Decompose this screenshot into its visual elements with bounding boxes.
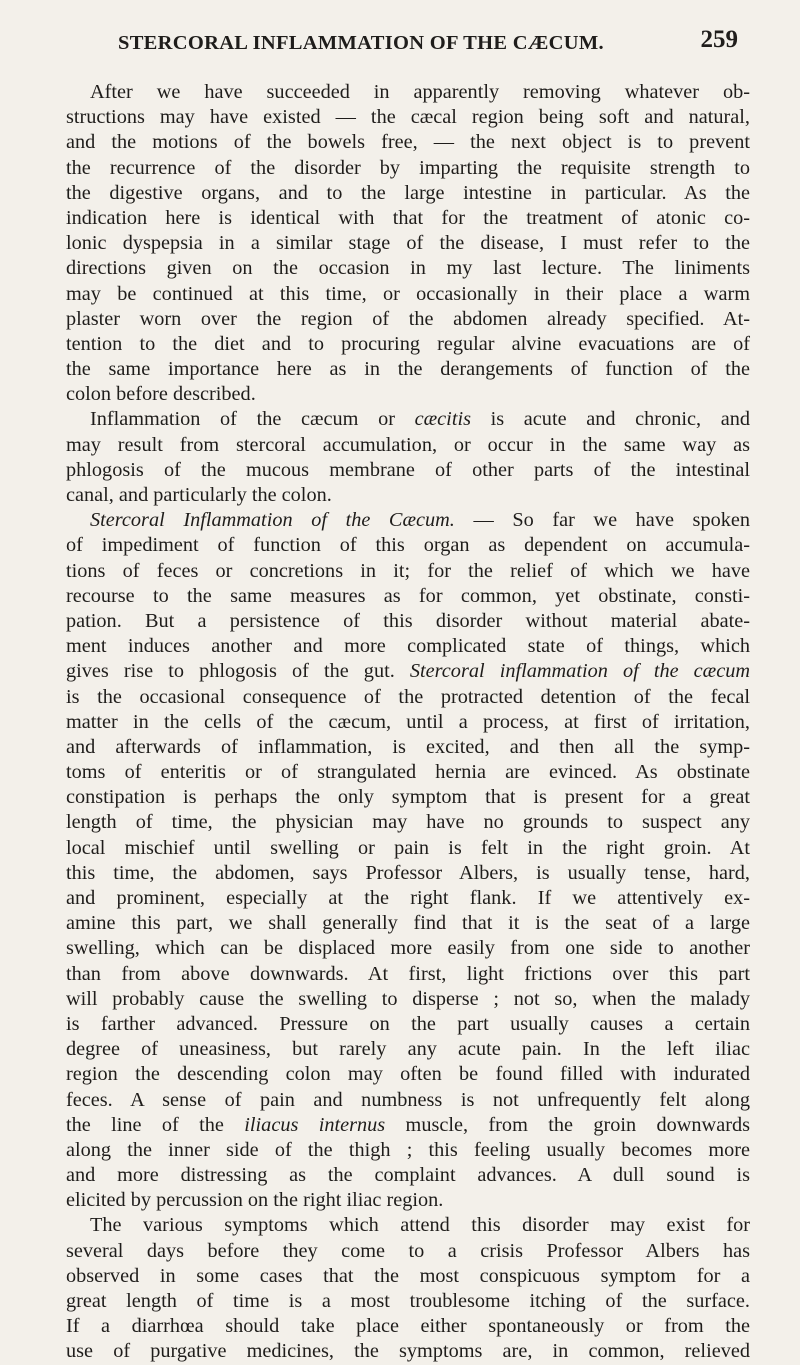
text-line: [66, 1213, 750, 1238]
text-segment: constipation is perhaps the only symptom that is present for a great: [66, 786, 750, 809]
text-segment: Inflammation of the cæcum or: [90, 408, 415, 431]
text-segment: amine this part, we shall generally find that it is the seat of a large: [66, 912, 750, 935]
running-head: [118, 26, 738, 62]
text-line: [66, 382, 750, 407]
text-segment: along the inner side of the thigh ; this feeling usually becomes more: [66, 1138, 750, 1161]
text-segment: than from above downwards. At first, light frictions over this part: [66, 962, 750, 985]
text-line: [66, 760, 750, 785]
text-line: [66, 836, 750, 861]
text-line: [66, 1113, 750, 1138]
text-line: [66, 332, 750, 357]
text-segment: If a diarrhœa should take place either spontaneously or from the: [66, 1315, 750, 1338]
text-line: [66, 483, 750, 508]
text-line: [66, 357, 750, 382]
text-line: [66, 1062, 750, 1087]
text-line: [66, 1138, 750, 1163]
text-line: [66, 785, 750, 810]
text-segment: is acute and chronic, and: [470, 408, 750, 431]
text-segment: ment induces another and more complicated state of things, which: [66, 635, 750, 658]
text-line: [66, 559, 750, 584]
text-segment: feces. A sense of pain and numbness is not unfrequently felt along: [66, 1088, 750, 1111]
italic-text: Stercoral inflammation of the cæcum: [409, 660, 750, 683]
text-segment: muscle, from the groin downwards: [385, 1113, 750, 1136]
text-segment: and afterwards of inflammation, is excited, and then all the symp-: [66, 735, 750, 758]
text-segment: and the motions of the bowels free, — the next object is to prevent: [66, 131, 750, 154]
text-segment: may result from stercoral accumulation, or occur in the same way as: [66, 433, 750, 456]
text-segment: the digestive organs, and to the large intestine in particular. As the: [66, 181, 750, 204]
text-segment: is the occasional consequence of the protracted detention of the fecal: [66, 685, 750, 708]
text-segment: indication here is identical with that for the treatment of atonic co-: [66, 206, 750, 229]
text-segment: elicited by percussion on the right iliac region.: [66, 1189, 444, 1212]
text-line: [66, 911, 750, 936]
text-segment: gives rise to phlogosis of the gut.: [66, 660, 410, 683]
text-line: [66, 634, 750, 659]
italic-text: Stercoral Inflammation of the Cæcum.: [90, 509, 455, 532]
running-title: STERCORAL INFLAMMATION OF THE CÆCUM.: [118, 32, 604, 54]
text-segment: local mischief until swelling or pain is felt in the right groin. At: [66, 836, 750, 859]
text-line: [66, 810, 750, 835]
text-segment: tions of feces or concretions in it; for the relief of which we have: [66, 559, 750, 582]
text-line: [66, 886, 750, 911]
text-segment: observed in some cases that the most conspicuous symptom for a: [66, 1264, 750, 1287]
text-line: [66, 1239, 750, 1264]
text-segment: the same importance here as in the derangements of function of the: [66, 358, 750, 381]
text-line: [66, 584, 750, 609]
text-line: [66, 181, 750, 206]
text-segment: The various symptoms which attend this disorder may exist for: [90, 1214, 750, 1237]
text-segment: — So far we have spoken: [454, 509, 751, 532]
page-number: 259: [700, 26, 738, 53]
text-segment: pation. But a persistence of this disorder without material abate-: [66, 609, 750, 632]
text-segment: degree of uneasiness, but rarely any acute pain. In the left iliac: [66, 1038, 750, 1061]
text-segment: will probably cause the swelling to disperse ; not so, when the malady: [66, 987, 750, 1010]
text-segment: may be continued at this time, or occasionally in their place a warm: [66, 282, 750, 305]
text-segment: tention to the diet and to procuring regular alvine evacuations are of: [66, 332, 750, 355]
text-line: [66, 433, 750, 458]
text-line: [66, 80, 750, 105]
text-line: [66, 130, 750, 155]
text-segment: and prominent, especially at the right flank. If we attentively ex-: [66, 887, 750, 909]
text-line: [66, 307, 750, 332]
text-segment: swelling, which can be displaced more easily from one side to another: [66, 937, 750, 960]
text-line: [66, 1163, 750, 1188]
text-line: [66, 987, 750, 1012]
text-line: [66, 1264, 750, 1289]
text-line: [66, 508, 750, 533]
text-segment: lonic dyspepsia in a similar stage of the disease, I must refer to the: [66, 232, 750, 255]
italic-text: cæcitis: [414, 408, 471, 431]
text-line: [66, 1339, 750, 1364]
text-segment: great length of time is a most troublesome itching of the surface.: [66, 1290, 750, 1312]
text-segment: recourse to the same measures as for common, yet obstinate, consti-: [66, 584, 750, 607]
text-line: [66, 1188, 750, 1213]
text-line: [66, 407, 750, 432]
text-line: [66, 231, 750, 256]
text-segment: length of time, the physician may have no grounds to suspect any: [66, 811, 750, 834]
text-segment: of impediment of function of this organ as dependent on accumula-: [66, 534, 750, 557]
text-segment: several days before they come to a crisis Professor Albers has: [66, 1239, 750, 1262]
text-line: [66, 256, 750, 281]
italic-text: iliacus internus: [244, 1113, 386, 1136]
text-line: [66, 735, 750, 760]
text-line: [66, 1289, 750, 1314]
text-line: [66, 458, 750, 483]
text-line: [66, 105, 750, 130]
text-line: [66, 1088, 750, 1113]
text-line: [66, 1314, 750, 1339]
text-segment: matter in the cells of the cæcum, until a process, at first of irritation,: [66, 710, 750, 733]
text-segment: After we have succeeded in apparently removing whatever ob-: [90, 81, 750, 103]
text-line: [66, 206, 750, 231]
text-segment: directions given on the occasion in my last lecture. The liniments: [66, 257, 750, 280]
text-segment: the recurrence of the disorder by imparting the requisite strength to: [66, 156, 750, 179]
text-segment: colon before described.: [66, 383, 256, 406]
text-line: [66, 659, 750, 684]
text-line: [66, 1037, 750, 1062]
text-segment: toms of enteritis or of strangulated hernia are evinced. As obstinate: [66, 761, 750, 784]
text-line: [66, 533, 750, 558]
text-segment: canal, and particularly the colon.: [66, 484, 332, 506]
body-text: [66, 80, 750, 1365]
text-line: [66, 710, 750, 735]
text-line: [66, 685, 750, 710]
text-segment: this time, the abdomen, says Professor Albers, is usually tense, hard,: [66, 861, 750, 884]
text-segment: region the descending colon may often be found filled with indurated: [66, 1063, 750, 1086]
text-segment: structions may have existed — the cæcal region being soft and natural,: [66, 106, 750, 129]
text-line: [66, 962, 750, 987]
text-line: [66, 1012, 750, 1037]
text-segment: plaster worn over the region of the abdomen already specified. At-: [66, 307, 750, 330]
text-line: [66, 609, 750, 634]
text-segment: is farther advanced. Pressure on the part usually causes a certain: [66, 1012, 750, 1035]
text-segment: phlogosis of the mucous membrane of other parts of the intestinal: [66, 458, 750, 481]
text-segment: the line of the: [66, 1113, 245, 1136]
text-line: [66, 282, 750, 307]
text-line: [66, 156, 750, 181]
text-line: [66, 936, 750, 961]
text-segment: use of purgative medicines, the symptoms are, in common, relieved: [66, 1340, 750, 1363]
text-segment: and more distressing as the complaint advances. A dull sound is: [66, 1164, 750, 1187]
text-line: [66, 861, 750, 886]
